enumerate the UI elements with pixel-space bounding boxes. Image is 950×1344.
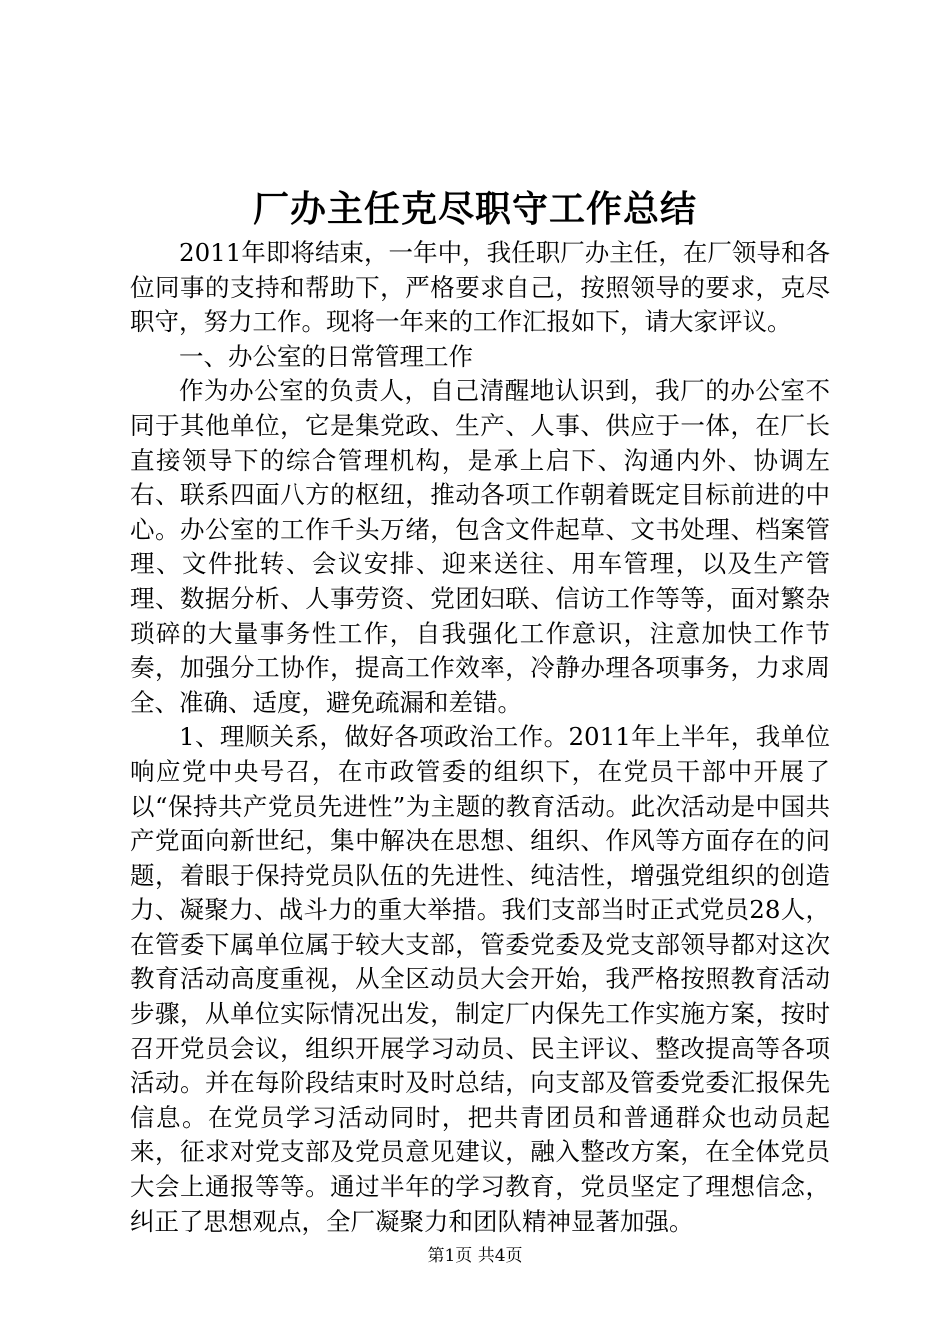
section-heading: 一、办公室的日常管理工作 — [179, 341, 473, 371]
page-number: 第1页 共4页 — [427, 1246, 523, 1266]
paragraph-intro: 2011年即将结束，一年中，我任职厂办主任，在厂领导和各位同事的支持和帮助下，严格要求自己，按照领导的要求，克尽职守，努力工作。现将一年来的工作汇报如下，请大家评议。 — [130, 238, 830, 337]
paragraph-political-work: 1、理顺关系，做好各项政治工作。2011年上半年，我单位响应党中央号召，在市政管委的组织下，在党员干部中开展了以“保持共产党员先进性”为主题的教育活动。此次活动是中国共产党面向新世纪，集中解决在思想、组织、作风等方面存在的问题，着眼于保持党员队伍的先进性、纯洁性，增强党组织的创造力、凝聚力、战斗力的重大举措。我们支部当时正式党员28人，在管委下属单位属于较大支部，管委党委及党支部领导都对这次教育活动高度重视，从全区动员大会开始，我严格按照教育活动步骤，从单位实际情况出发，制定厂内保先工作实施方案，按时召开党员会议，组织开展学习动员、民主评议、整改提高等各项活动。并在每阶段结束时及时总结，向支部及管委党委汇报保先信息。在党员学习活动同时，把共青团员和普通群众也动员起来，征求对党支部及党员意见建议，融入整改方案，在全体党员大会上通报等等。通过半年的学习教育，党员坚定了理想信念，纠正了思想观点，全厂凝聚力和团队精神显著加强。 — [130, 722, 830, 1236]
document-title: 厂办主任克尽职守工作总结 — [252, 188, 697, 230]
document-body — [130, 236, 830, 1239]
paragraph-office-role: 作为办公室的负责人，自己清醒地认识到，我厂的办公室不同于其他单位，它是集党政、生产、人事、供应于一体，在厂长直接领导下的综合管理机构，是承上启下、沟通内外、协调左右、联系四面八方的枢纽，推动各项工作朝着既定目标前进的中心。办公室的工作千头万绪，包含文件起草、文书处理、档案管理、文件批转、会议安排、迎来送往、用车管理，以及生产管理、数据分析、人事劳资、党团妇联、信访工作等等，面对繁杂琐碎的大量事务性工作，自我强化工作意识，注意加快工作节奏，加强分工协作，提高工作效率，冷静办理各项事务，力求周全、准确、适度，避免疏漏和差错。 — [130, 376, 830, 717]
